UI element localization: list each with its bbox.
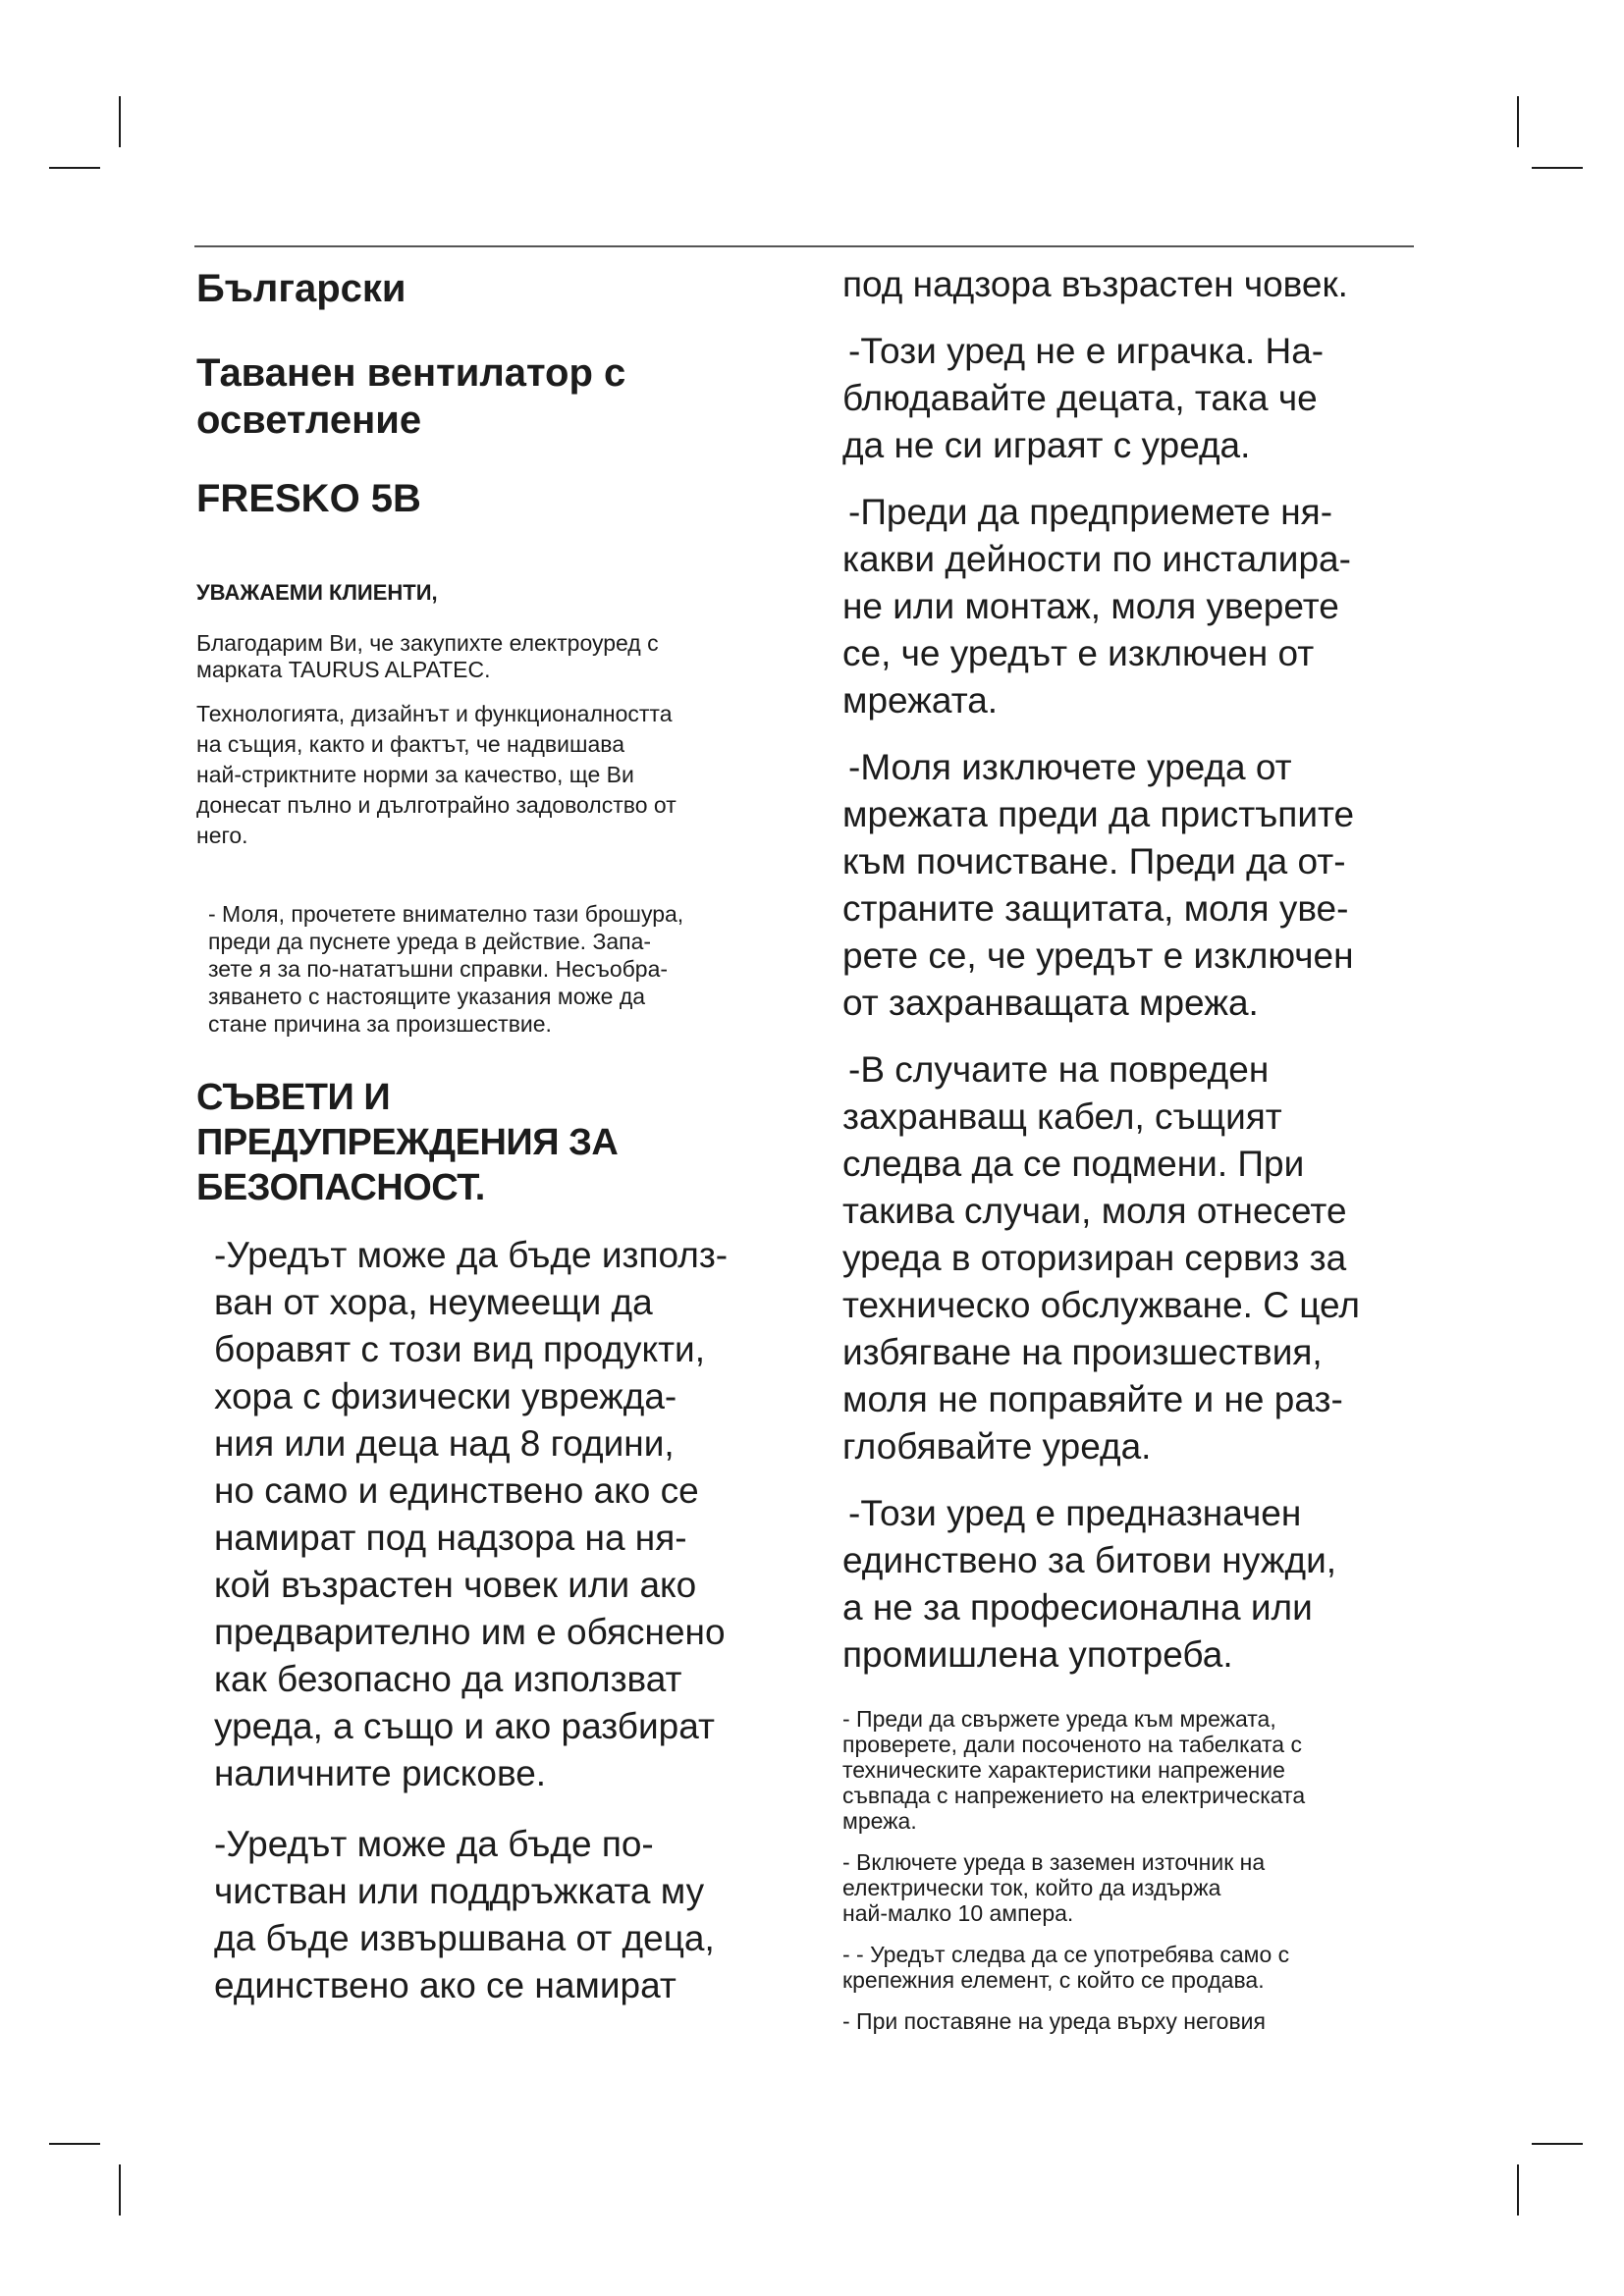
safety-paragraph-cleaning: -Уредът може да бъде по- чистван или поддръжката му да бъде извършвана от деца, единствено ако се намират — [214, 1824, 715, 2005]
household-use-paragraph: -Този уред е предназначен единствено за битови нужди, а не за професионална или промишлена употреба. — [842, 1493, 1337, 1675]
dear-customers-heading: УВАЖАЕМИ КЛИЕНТИ, — [196, 580, 438, 605]
language-heading: Български — [196, 267, 406, 310]
safety-heading: СЪВЕТИ И ПРЕДУПРЕЖДЕНИЯ ЗА БЕЗОПАСНОСТ. — [196, 1077, 619, 1208]
crop-mark-bottom-left-horizontal — [49, 2143, 100, 2145]
crop-mark-top-right-horizontal — [1532, 167, 1583, 169]
supervision-continuation: под надзора възрастен човек. — [842, 264, 1348, 304]
model-name: FRESKO 5B — [196, 477, 421, 520]
grounding-paragraph: - Включете уреда в заземен източник на електрически ток, който да издържа най-малко 10 ампера. — [842, 1849, 1266, 1926]
crop-mark-top-left-horizontal — [49, 167, 100, 169]
thanks-paragraph: Благодарим Ви, че закупихте електроуред с марката TAURUS ALPATEC. — [196, 630, 659, 682]
placement-paragraph: - При поставяне на уреда върху неговия — [842, 2008, 1266, 2034]
crop-mark-bottom-right-horizontal — [1532, 2143, 1583, 2145]
installation-paragraph: -Преди да предприемете ня- какви дейности по инсталира- не или монтаж, моля уверете се, че уредът е изключен от мрежата. — [842, 492, 1351, 721]
crop-mark-bottom-right-vertical — [1517, 2164, 1519, 2216]
left-column — [196, 247, 805, 2009]
product-title: Таванен вентилатор с осветление — [196, 351, 626, 442]
crop-mark-top-right-vertical — [1517, 96, 1519, 147]
safety-paragraph-usage: -Уредът може да бъде използ- ван от хора, неумеещи да боравят с този вид продукти, хора с физически уврежда- ния или деца над 8 години, но само и единствено ако се намират под надзора на ня- кой възрастен човек или ако предварително им е обяснено как безопасно да използват уреда, а също и ако разбират наличните рискове. — [214, 1235, 729, 1793]
mounting-element-paragraph: - - Уредът следва да се употребява само с крепежния елемент, с който се продава. — [842, 1942, 1290, 1993]
not-a-toy-paragraph: -Този уред не е играчка. На- блюдавайте децата, така че да не си играят с уреда. — [842, 331, 1325, 465]
crop-mark-top-left-vertical — [119, 96, 121, 147]
voltage-check-paragraph: - Преди да свържете уреда към мрежата, проверете, дали посоченото на табелката с техническите характеристики напрежение съвпада с напрежението на електрическата мрежа. — [842, 1706, 1306, 1834]
right-column — [842, 247, 1432, 2034]
read-instructions-paragraph: - Моля, прочетете внимателно тази брошура, преди да пуснете уреда в действие. Запа- зете я за по-нататъшни справки. Несъобра- зяването с настоящите указания може да стане причина за произшествие. — [208, 901, 684, 1037]
damaged-cable-paragraph: -В случаите на повреден захранващ кабел, същият следва да се подмени. При такива случаи, моля отнесете уреда в оторизиран сервиз за техническо обслужване. С цел избягване на произшествия, моля не поправяйте и не раз- глобявайте уреда. — [842, 1049, 1360, 1467]
disconnect-paragraph: -Моля изключете уреда от мрежата преди да пристъпите към почистване. Преди да от- страните защитата, моля уве- рете се, че уредът е изключен от захранващата мрежа. — [842, 747, 1355, 1023]
crop-mark-bottom-left-vertical — [119, 2164, 121, 2216]
technology-paragraph: Технологията, дизайнът и функционалността на същия, както и фактът, че надвишава най-стриктните норми за качество, ще Ви донесат пълно и дълготрайно задоволство от него. — [196, 701, 677, 848]
